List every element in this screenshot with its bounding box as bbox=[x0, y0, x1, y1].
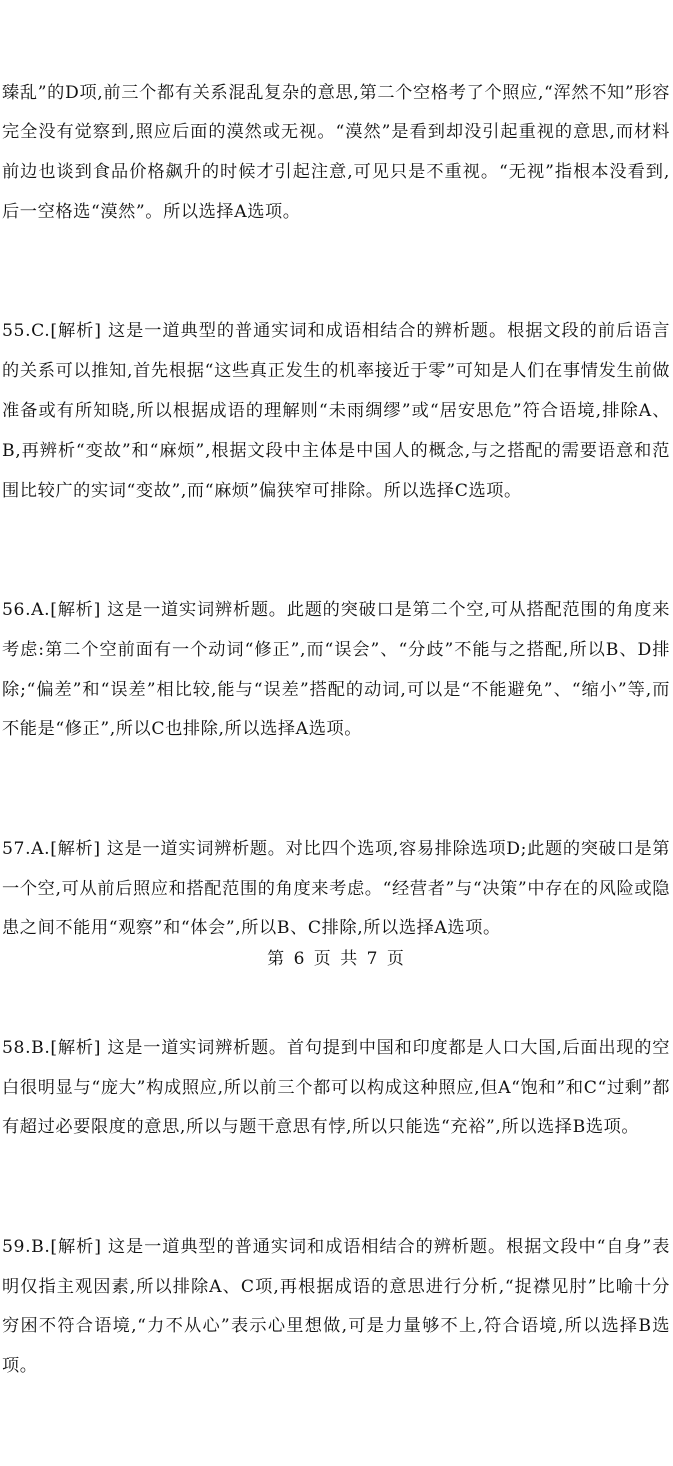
answer-item-55: 55.C.[解析] 这是一道典型的普通实词和成语相结合的辨析题。根据文段的前后语言的关系可以推知,首先根据“这些真正发生的机率接近于零”可知是人们在事情发生前做准备或有所知晓,所以根据成语的理解则“未雨绸缪”或“居安思危”符合语境,排除A、B,再辨析“变故”和“麻烦”,根据文段中主体是中国人的概念,与之搭配的需要语意和范围比较广的实词“变故”,而“麻烦”偏狭窄可排除。所以选择C选项。 bbox=[2, 321, 670, 501]
answer-item-58: 58.B.[解析] 这是一道实词辨析题。首句提到中国和印度都是人口大国,后面出现的空白很明显与“庞大”构成照应,所以前三个都可以构成这种照应,但A“饱和”和C“过剩”都有超过必要限度的意思,所以与题干意思有悖,所以只能选“充裕”,所以选择B选项。 bbox=[2, 1037, 670, 1138]
document-body bbox=[2, 0, 670, 1466]
answer-item-56: 56.A.[解析] 这是一道实词辨析题。此题的突破口是第二个空,可从搭配范围的角度来考虑:第二个空前面有一个动词“修正”,而“误会”、“分歧”不能与之搭配,所以B、D排除;“偏差”和“误差”相比较,能与“误差”搭配的动词,可以是“不能避免”、“缩小”等,而不能是“修正”,所以C也排除,所以选择A选项。 bbox=[2, 599, 670, 740]
continuation-paragraph: 臻乱”的D项,前三个都有关系混乱复杂的意思,第二个空格考了个照应,“浑然不知”形容完全没有觉察到,照应后面的漠然或无视。“漠然”是看到却没引起重视的意思,而材料前边也谈到食品价格飙升的时候才引起注意,可见只是不重视。“无视”指根本没看到,后一空格选“漠然”。所以选择A选项。 bbox=[2, 82, 670, 222]
answer-item-59: 59.B.[解析] 这是一道典型的普通实词和成语相结合的辨析题。根据文段中“自身”表明仅指主观因素,所以排除A、C项,再根据成语的意思进行分析,“捉襟见肘”比喻十分穷困不符合语境,“力不从心”表示心里想做,可是力量够不上,符合语境,所以选择B选项。 bbox=[2, 1236, 670, 1377]
answer-item-57: 57.A.[解析] 这是一道实词辨析题。对比四个选项,容易排除选项D;此题的突破口是第一个空,可从前后照应和搭配范围的角度来考虑。“经营者”与“决策”中存在的风险或隐患之间不能用“观察”和“体会”,所以B、C排除,所以选择A选项。 bbox=[2, 838, 670, 939]
page-footer: 第 6 页 共 7 页 bbox=[267, 949, 406, 969]
